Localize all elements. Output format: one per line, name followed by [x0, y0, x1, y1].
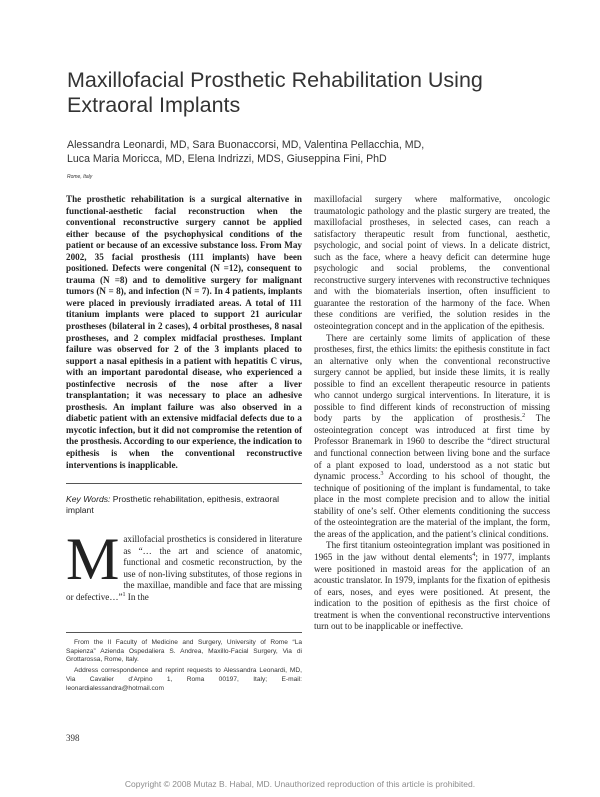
body-paragraph-1: maxillofacial surgery where malformative, oncologic traumatologic pathology and the plastic surgery are treated, the maxillofacial prostheses, in selected cases, can reach a satisfactory therapeutic result from functional, aesthetic, psychologic, and social point of views. In a delicate district, such as the face, where a heavy deficit can determine huge psychologic and social problems, the conventional reconstructive surgery intervenes with reconstructive techniques and with the biomaterials insertion, often insufficient to guarantee the restoration of the harmony of the face. When these conditions are verified, the solution resides in the osteointegration concept and in the application of the epithesis.: [314, 194, 550, 332]
author-location: Rome, Italy: [67, 174, 93, 180]
body-paragraph-3: [314, 540, 550, 632]
copyright-notice: Copyright © 2008 Mutaz B. Habal, MD. Unauthorized reproduction of this article is prohibited.: [124, 779, 476, 789]
footnote-divider: [66, 632, 302, 633]
introduction-paragraph: [66, 526, 302, 603]
citation-4: 4: [472, 551, 476, 558]
intro-text: axillofacial prosthetics is considered in literature as “… the art and science of anatomic, functional and cosmetic reconstruction, by the use of non-living substitutes, of those regions in the maxillae, mandible and face that are missing or defective…”: [66, 534, 302, 602]
left-column: [66, 194, 302, 603]
citation-3: 3: [380, 471, 384, 478]
footnote-correspondence: Address correspondence and reprint requests to Alessandra Leonardi, MD, Via Cavalier d’Arpino 1, Roma 00197, Italy; E-mail: leonardialessandra@hotmail.com: [66, 667, 302, 692]
author-list: [67, 138, 537, 166]
citation-1: 1: [122, 591, 126, 598]
footnote: [66, 632, 302, 695]
body-paragraph-2: [314, 333, 550, 541]
drop-cap: M: [66, 526, 120, 593]
p2-part-b: The osteointegration concept was introduced at first time by Professor Branemark in 1960 to describe the “direct structural and functional connection between living bone and the surface of a plant exposed to load, understood as a not static but dynamic process.: [314, 413, 550, 482]
article-title: Maxillofacial Prosthetic Rehabilitation Using Extraoral Implants: [67, 68, 483, 117]
abstract: The prosthetic rehabilitation is a surgical alternative in functional-aesthetic facial reconstruction when the conventional reconstructive surgery cannot be applied either because of the psychophysical conditions of the patient or because of an excessive substance loss. From May 2002, 35 facial prosthesis (111 implants) have been positioned. Defects were congenital (N =12), consequent to trauma (N =8) and to demolitive surgery for malignant tumors (N = 8), and infection (N = 7). In 4 patients, implants were placed in previously irradiated areas. A total of 111 titanium implants were placed to support 21 auricular prostheses (bilateral in 2 cases), 4 orbital prostheses, 8 nasal prostheses, and 2 complex midfacial prostheses. Implant failure was observed for 2 of the 3 implants placed to support a nasal epithesis in a patient with hepatitis C virus, with an important parodontal disease, who experienced a postinfective necrosis of the nose after a liver transplantation; it was necessary to place an adhesive prosthesis. An implant failure was also observed in a diabetic patient with an extensive midfacial defects due to a mycotic infection, but it did not compromise the retention of the prosthesis. According to our experience, the indication to epithesis is when the conventional reconstructive interventions is inapplicable.: [66, 194, 302, 470]
authors-line-2: Luca Maria Moricca, MD, Elena Indrizzi, MDS, Giuseppina Fini, PhD: [67, 153, 387, 165]
p2-part-a: There are certainly some limits of application of these prostheses, first, the ethics limits: the epithesis constitute in fact an alternative only when the conventional reconstructive surgery cannot be applied, but inside these limits, it is really possible to find an excellent therapeutic resource in patients who cannot undergo surgical interventions. In literature, it is possible to find different kinds of reconstruction of missing body parts by the application of prosthesis.: [314, 332, 550, 424]
keywords-label: Key Words:: [66, 494, 111, 505]
keywords-text: Prosthetic rehabilitation, epithesis, extraoral implant: [66, 494, 280, 516]
page-number: 398: [66, 733, 80, 743]
citation-2: 2: [522, 413, 526, 420]
intro-tail: In the: [125, 591, 149, 602]
p3-part-a: The first titanium osteointegration implant was positioned in 1965 in the jaw without dental elements: [314, 540, 550, 562]
p2-part-c: According to his school of thought, the technique of positioning of the implant is fundamental, to take place in the most complete precision and to allow the initial stability of one’s self. Other elements conditioning the success of the osteointegration are the material of the implant, the form, the areas of the application, and the patient’s clinical conditions.: [314, 471, 550, 539]
footnote-affiliation: From the II Faculty of Medicine and Surgery, University of Rome “La Sapienza” Azienda Ospedaliera S. Andrea, Maxillo-Facial Surgery, Via di Grottarossa, Rome, Italy.: [66, 639, 302, 664]
right-column: [314, 194, 550, 633]
keywords: [66, 483, 302, 516]
p3-part-b: ; in 1977, implants were positioned in mastoid areas for the application of an acoustic translator. In 1979, implants for the fixation of epithesis of ears, noses, and eyes were positioned. At present, the indication to the position of epithesis as the first choice of treatment is when the conventional reconstructive interventions turn out to be inapplicable or ineffective.: [314, 551, 550, 632]
authors-line-1: Alessandra Leonardi, MD, Sara Buonaccorsi, MD, Valentina Pellacchia, MD,: [67, 139, 425, 151]
